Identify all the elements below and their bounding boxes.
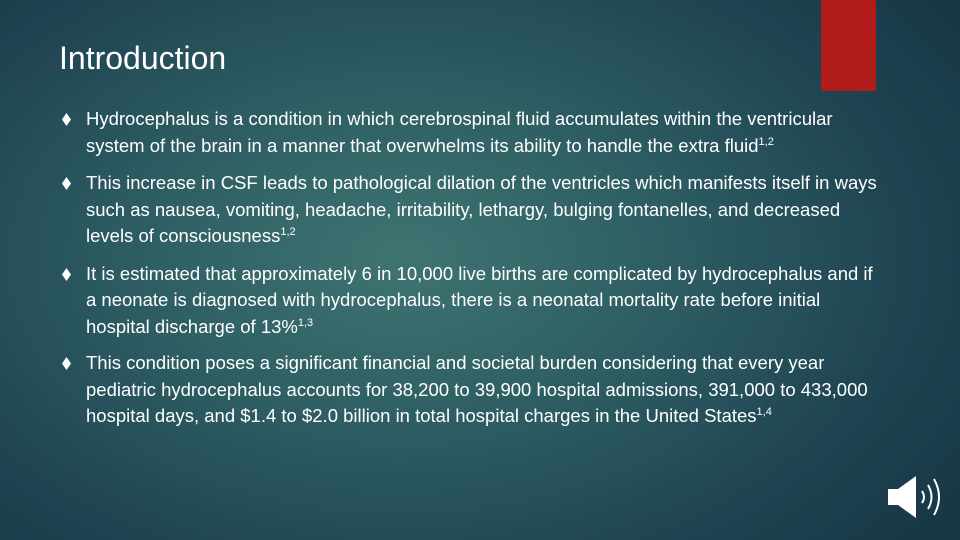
diamond-bullet-icon <box>62 357 71 370</box>
bullet-item <box>62 350 882 430</box>
diamond-bullet-icon <box>62 268 71 281</box>
bullet-text: This condition poses a significant financial and societal burden considering that every year pediatric hydrocephalus accounts for 38,200 to 39,900 hospital admissions, 391,000 to 433,000 hospital days, and $1.4 to $2.0 billion in total hospital charges in the United States <box>86 352 868 426</box>
citation-ref: 1,3 <box>297 316 314 329</box>
diamond-bullet-icon <box>62 113 71 126</box>
citation-ref: 1,4 <box>756 406 772 418</box>
speaker-icon[interactable] <box>886 474 944 520</box>
bullet-text: Hydrocephalus is a condition in which cerebrospinal fluid accumulates within the ventricular system of the brain in a manner that overwhelms its ability to handle the extra fluid <box>86 108 833 156</box>
red-accent-bar <box>821 0 876 91</box>
bullet-text: This increase in CSF leads to pathological dilation of the ventricles which manifests itself in ways such as nausea, vomiting, headache, irritability, lethargy, bulging fontanelles, and decreased levels of consciousness <box>86 172 877 246</box>
bullet-item <box>62 261 882 341</box>
bullet-item <box>62 106 882 159</box>
slide-title: Introduction <box>59 40 227 76</box>
diamond-bullet-icon <box>62 177 71 190</box>
bullet-list <box>62 106 882 441</box>
bullet-item <box>62 170 882 250</box>
bullet-text: It is estimated that approximately 6 in 10,000 live births are complicated by hydrocephalus and if a neonate is diagnosed with hydrocephalus, there is a neonatal mortality rate before initial hospital discharge of 13% <box>86 262 873 337</box>
citation-ref: 1,2 <box>280 226 296 238</box>
citation-ref: 1,2 <box>758 135 774 148</box>
